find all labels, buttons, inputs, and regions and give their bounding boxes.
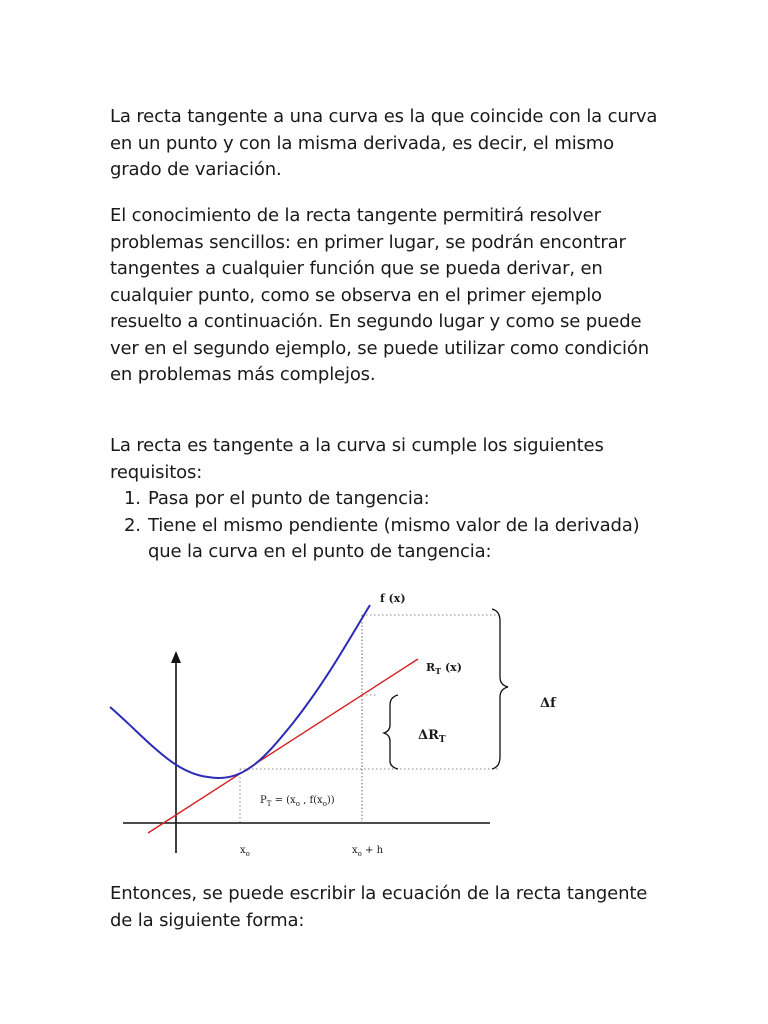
list-text: Pasa por el punto de tangencia:: [148, 488, 430, 509]
paragraph-conclusion: Entonces, se puede escribir la ecuación de la recta tangente de la siguiente forma:: [110, 883, 648, 931]
function-curve: [110, 605, 370, 778]
tangency-point-label: $P_T = (x_o$ , $f(x_o)$): [260, 795, 335, 808]
paragraph-requirements-intro: La recta es tangente a la curva si cumple los siguientes requisitos:: [110, 435, 604, 483]
x0-label: $x_o$: [240, 845, 250, 858]
delta-r-label: $\Delta R_T$: [418, 728, 446, 745]
requirements-list: [110, 486, 670, 566]
delta-r-brace: [384, 695, 398, 769]
delta-f-label: Δf: [540, 696, 556, 711]
tangent-label: $R_T$ (x): [426, 661, 462, 676]
x0-plus-h-label: $x_o + h$: [352, 845, 384, 858]
list-item: [110, 486, 670, 513]
tangent-line-diagram: [108, 585, 578, 860]
y-axis-arrow-icon: [171, 651, 181, 663]
delta-f-brace: [492, 609, 508, 769]
tangent-line: [148, 659, 418, 833]
list-number: 2.: [124, 514, 141, 536]
paragraph-definition: La recta tangente a una curva es la que coincide con la curva en un punto y con la misma derivada, es decir, el mismo grado de variación.: [110, 106, 658, 180]
paragraph-applications: El conocimiento de la recta tangente permitirá resolver problemas sencillos: en primer lugar, se podrán encontrar tangentes a cualquier función que se pueda derivar, en cualquier punto, como se observa en el primer ejemplo resuelto a continuación. En segundo lugar y como se puede ver en el segundo ejemplo, se puede utilizar como condición en problemas más complejos.: [110, 205, 650, 385]
list-item: [110, 513, 670, 566]
list-number: 1.: [124, 488, 141, 509]
list-text: Tiene el mismo pendiente (mismo valor de la derivada) que la curva en el punto de tangencia:: [148, 514, 640, 562]
curve-label: f (x): [380, 592, 406, 605]
